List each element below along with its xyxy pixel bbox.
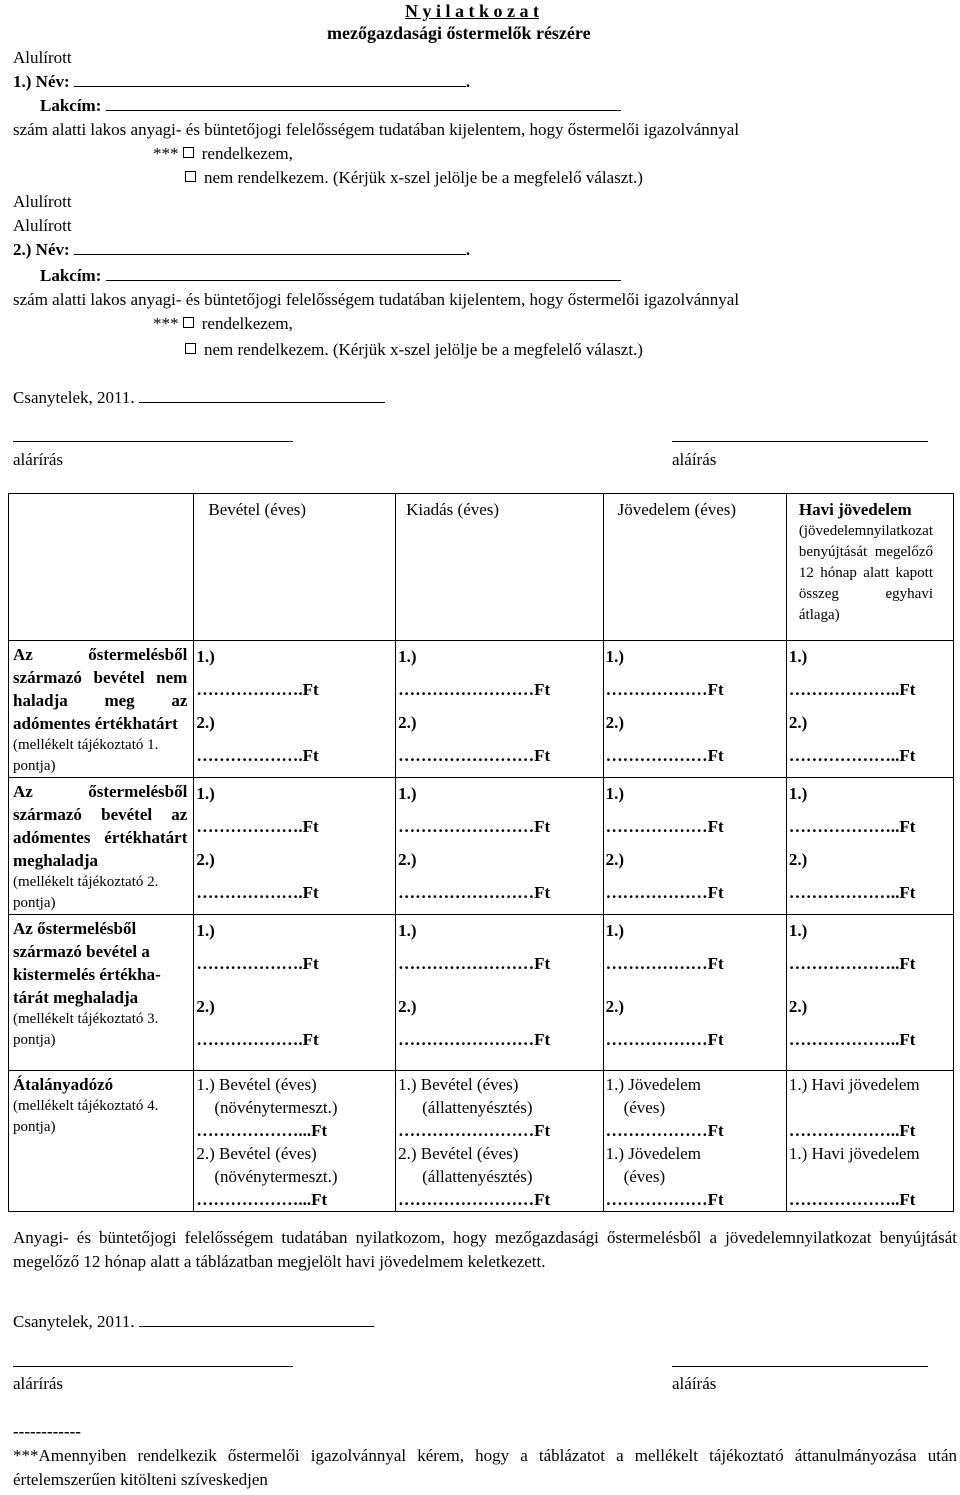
address-2-label: Lakcím: <box>40 266 102 285</box>
row-4-label-normal: (mellékelt tájékoztató 4. pontja) <box>13 1098 159 1135</box>
name-1-end: . <box>465 72 471 91</box>
signature-right-1[interactable] <box>672 425 928 448</box>
flat-income-2-note: (éves) <box>623 1167 666 1186</box>
row-1-label-normal: (mellékelt tájékoztató 1. pontja) <box>13 737 159 774</box>
flat-revenue-plant-1-note: (növénytermeszt.) <box>214 1098 338 1117</box>
name-1-row <box>13 70 470 93</box>
undersigned-label-2: Alulírott <box>13 192 72 211</box>
value-dots[interactable]: ………………...Ft <box>196 1121 328 1140</box>
header-empty-cell <box>9 494 194 641</box>
address-2-row <box>40 264 621 287</box>
item-1: 1.) <box>605 647 624 666</box>
row-4-income[interactable] <box>603 1071 786 1212</box>
row-1-income[interactable] <box>603 641 786 778</box>
place-date-2-label: Csanytelek, 2011. <box>13 1312 135 1331</box>
item-1: 1.) <box>605 784 624 803</box>
item-2: 2.) <box>196 713 215 732</box>
value-dots[interactable]: ……………………Ft <box>398 1030 551 1049</box>
header-monthly-note: (jövedelemnyilatkozat benyújtását megelőző 12 hónap alatt kapott összeg egyhavi átlaga) <box>798 523 933 623</box>
option-no-1-row <box>185 166 643 189</box>
header-income-label: Jövedelem (éves) <box>617 500 737 519</box>
value-dots[interactable]: ……………….Ft <box>196 817 319 836</box>
signature-left-2-label: alárírás <box>13 1374 64 1393</box>
row-2-revenue[interactable] <box>194 778 396 915</box>
item-1: 1.) <box>605 921 624 940</box>
row-3-label-bold: Az őstermelésből származó bevétel a kistermelés értékha-tárát meghaladja <box>13 919 161 1007</box>
value-dots[interactable]: ……………………Ft <box>398 883 551 902</box>
value-dots[interactable]: ………………..Ft <box>788 1190 916 1209</box>
item-2: 2.) <box>196 850 215 869</box>
value-dots[interactable]: ………………..Ft <box>788 883 916 902</box>
table-header-row <box>9 494 954 641</box>
value-dots[interactable]: ……………….Ft <box>196 746 319 765</box>
name-2-row <box>13 238 470 261</box>
value-dots[interactable]: ……………….Ft <box>196 883 319 902</box>
flat-revenue-animal-2: 2.) Bevétel (éves) <box>398 1144 519 1163</box>
value-dots[interactable]: ………………..Ft <box>788 1121 916 1140</box>
checkbox-yes-2[interactable] <box>183 317 194 328</box>
row-1-expense[interactable] <box>396 641 603 778</box>
value-dots[interactable]: ………………Ft <box>605 883 724 902</box>
place-date-2 <box>13 1310 374 1333</box>
row-4-label-bold: Átalányadózó <box>13 1075 114 1094</box>
statement-2: szám alatti lakos anyagi- és büntetőjogi felelősségem tudatában kijelentem, hogy őstermelői igazolvánnyal <box>13 290 740 309</box>
checkbox-no-1[interactable] <box>185 171 196 182</box>
document-title: N y i l a t k o z a t <box>405 1 539 21</box>
footnote-text: ***Amennyiben rendelkezik őstermelői igazolvánnyal kérem, hogy a táblázatot a mellékelt tájékoztató áttanulmányozása után értelemszerűen kitölteni szíveskedjen <box>13 1446 957 1489</box>
checkbox-yes-1[interactable] <box>183 147 194 158</box>
row-2-label <box>9 778 194 915</box>
value-dots[interactable]: ………………..Ft <box>788 954 916 973</box>
document-subtitle: mezőgazdasági őstermelők részére <box>327 23 591 43</box>
row-1-revenue[interactable] <box>194 641 396 778</box>
row-3-income[interactable] <box>603 915 786 1071</box>
header-expense-label: Kiadás (éves) <box>406 500 500 519</box>
item-1: 1.) <box>196 784 215 803</box>
place-date-1-label: Csanytelek, 2011. <box>13 388 135 407</box>
row-3-label <box>9 915 194 1071</box>
value-dots[interactable]: ………………..Ft <box>788 746 916 765</box>
flat-revenue-plant-2-note: (növénytermeszt.) <box>214 1167 338 1186</box>
header-income <box>603 494 786 641</box>
signature-left-2[interactable] <box>13 1350 293 1373</box>
item-1: 1.) <box>788 784 808 803</box>
name-2-field[interactable] <box>74 240 466 255</box>
value-dots[interactable]: ………………Ft <box>605 1190 724 1209</box>
value-dots[interactable]: ………………Ft <box>605 817 724 836</box>
option-no-1-label: nem rendelkezem. (Kérjük x-szel jelölje be a megfelelő választ.) <box>204 168 643 187</box>
option-yes-2-label: rendelkezem, <box>201 314 293 333</box>
checkbox-no-2[interactable] <box>185 343 196 354</box>
address-1-field[interactable] <box>106 96 621 111</box>
row-3-expense[interactable] <box>396 915 603 1071</box>
flat-revenue-animal-1: 1.) Bevétel (éves) <box>398 1075 519 1094</box>
flat-revenue-plant-2: 2.) Bevétel (éves) <box>196 1144 317 1163</box>
row-2-label-normal: (mellékelt tájékoztató 2. pontja) <box>13 874 159 911</box>
flat-revenue-animal-2-note: (állattenyésztés) <box>422 1167 533 1186</box>
item-2: 2.) <box>788 850 808 869</box>
flat-income-2: 1.) Jövedelem <box>605 1144 701 1163</box>
undersigned-label: Alulírott <box>13 48 72 67</box>
marker-1: *** <box>153 144 179 163</box>
value-dots[interactable]: ………………..Ft <box>788 680 916 699</box>
header-monthly-label: Havi jövedelem <box>798 500 912 519</box>
value-dots[interactable]: ………………Ft <box>605 746 724 765</box>
signature-right-2[interactable] <box>672 1350 928 1373</box>
option-yes-1-label: rendelkezem, <box>201 144 293 163</box>
address-1-row <box>40 94 621 117</box>
table-row <box>9 1071 954 1212</box>
value-dots[interactable]: ……………………Ft <box>398 680 551 699</box>
item-1: 1.) <box>196 647 215 666</box>
item-2: 2.) <box>398 997 417 1016</box>
row-1-monthly[interactable] <box>786 641 953 778</box>
row-2-expense[interactable] <box>396 778 603 915</box>
header-revenue <box>194 494 396 641</box>
item-2: 2.) <box>605 713 624 732</box>
value-dots[interactable]: ……………….Ft <box>196 680 319 699</box>
name-2-label: 2.) Név: <box>13 240 70 259</box>
flat-monthly-2: 1.) Havi jövedelem <box>788 1144 920 1163</box>
item-1: 1.) <box>788 647 808 666</box>
statement-1: szám alatti lakos anyagi- és büntetőjogi felelősségem tudatában kijelentem, hogy őstermelői igazolvánnyal <box>13 120 740 139</box>
flat-revenue-animal-1-note: (állattenyésztés) <box>422 1098 533 1117</box>
value-dots[interactable]: ………………Ft <box>605 680 724 699</box>
item-1: 1.) <box>196 921 215 940</box>
row-2-monthly[interactable] <box>786 778 953 915</box>
flat-revenue-plant-1: 1.) Bevétel (éves) <box>196 1075 317 1094</box>
value-dots[interactable]: ……………….Ft <box>196 1030 319 1049</box>
row-2-label-bold: Az őstermelésből származó bevétel az adómentes értékhatárt meghaladja <box>13 782 188 870</box>
signature-left-1-label: alárírás <box>13 450 64 469</box>
item-2: 2.) <box>398 850 417 869</box>
item-1: 1.) <box>788 921 808 940</box>
name-1-field[interactable] <box>74 72 466 87</box>
row-1-label <box>9 641 194 778</box>
item-2: 2.) <box>605 850 624 869</box>
signature-left-1[interactable] <box>13 425 293 448</box>
row-4-label <box>9 1071 194 1212</box>
value-dots[interactable]: ………………Ft <box>605 954 724 973</box>
item-2: 2.) <box>398 713 417 732</box>
row-3-revenue[interactable] <box>194 915 396 1071</box>
signature-right-1-label: aláírás <box>672 450 717 469</box>
value-dots[interactable]: ………………..Ft <box>788 1030 916 1049</box>
flat-income-1: 1.) Jövedelem <box>605 1075 701 1094</box>
item-1: 1.) <box>398 784 417 803</box>
footnote-separator: ------------ <box>13 1422 81 1441</box>
item-2: 2.) <box>788 713 808 732</box>
address-2-field[interactable] <box>106 266 621 281</box>
value-dots[interactable]: ……………….Ft <box>196 954 319 973</box>
option-yes-1-row <box>153 142 293 165</box>
undersigned-label-3: Alulírott <box>13 216 72 235</box>
table-row <box>9 641 954 778</box>
row-2-income[interactable] <box>603 778 786 915</box>
row-4-expense[interactable] <box>396 1071 603 1212</box>
date-1-field[interactable] <box>139 388 385 403</box>
date-2-field[interactable] <box>139 1312 374 1327</box>
item-2: 2.) <box>605 997 624 1016</box>
table-row <box>9 915 954 1071</box>
row-4-revenue[interactable] <box>194 1071 396 1212</box>
flat-monthly-1: 1.) Havi jövedelem <box>788 1075 920 1094</box>
table-row <box>9 778 954 915</box>
item-1: 1.) <box>398 647 417 666</box>
value-dots[interactable]: ……………………Ft <box>398 1121 551 1140</box>
address-1-label: Lakcím: <box>40 96 102 115</box>
place-date-1 <box>13 386 385 409</box>
row-1-label-bold: Az őstermelésből származó bevétel nem haladja meg az adómentes értékhatárt <box>13 645 188 733</box>
value-dots[interactable]: ………………Ft <box>605 1030 724 1049</box>
value-dots[interactable]: ……………………Ft <box>398 746 551 765</box>
item-1: 1.) <box>398 921 417 940</box>
item-2: 2.) <box>196 997 215 1016</box>
header-expense <box>396 494 603 641</box>
value-dots[interactable]: ……………………Ft <box>398 954 551 973</box>
option-no-2-label: nem rendelkezem. (Kérjük x-szel jelölje be a megfelelő választ.) <box>204 340 643 359</box>
option-no-2-row <box>185 338 643 361</box>
closing-statement: Anyagi- és büntetőjogi felelősségem tudatában nyilatkozom, hogy mezőgazdasági őstermelésből a jövedelemnyilatkozat benyújtását megelőző 12 hónap alatt a táblázatban megjelölt havi jövedelmem keletkezett. <box>13 1228 957 1271</box>
value-dots[interactable]: ……………………Ft <box>398 1190 551 1209</box>
flat-income-1-note: (éves) <box>623 1098 666 1117</box>
value-dots[interactable]: ………………...Ft <box>196 1190 328 1209</box>
row-4-monthly[interactable] <box>786 1071 953 1212</box>
income-table <box>8 493 954 1212</box>
value-dots[interactable]: ………………Ft <box>605 1121 724 1140</box>
row-3-monthly[interactable] <box>786 915 953 1071</box>
row-3-label-normal: (mellékelt tájékoztató 3. pontja) <box>13 1011 159 1048</box>
header-monthly <box>786 494 953 641</box>
name-1-label: 1.) Név: <box>13 72 70 91</box>
value-dots[interactable]: ……………………Ft <box>398 817 551 836</box>
header-revenue-label: Bevétel (éves) <box>208 500 307 519</box>
signature-right-2-label: aláírás <box>672 1374 717 1393</box>
name-2-end: . <box>465 240 471 259</box>
value-dots[interactable]: ………………..Ft <box>788 817 916 836</box>
option-yes-2-row <box>153 312 293 335</box>
item-2: 2.) <box>788 997 808 1016</box>
marker-2: *** <box>153 314 179 333</box>
